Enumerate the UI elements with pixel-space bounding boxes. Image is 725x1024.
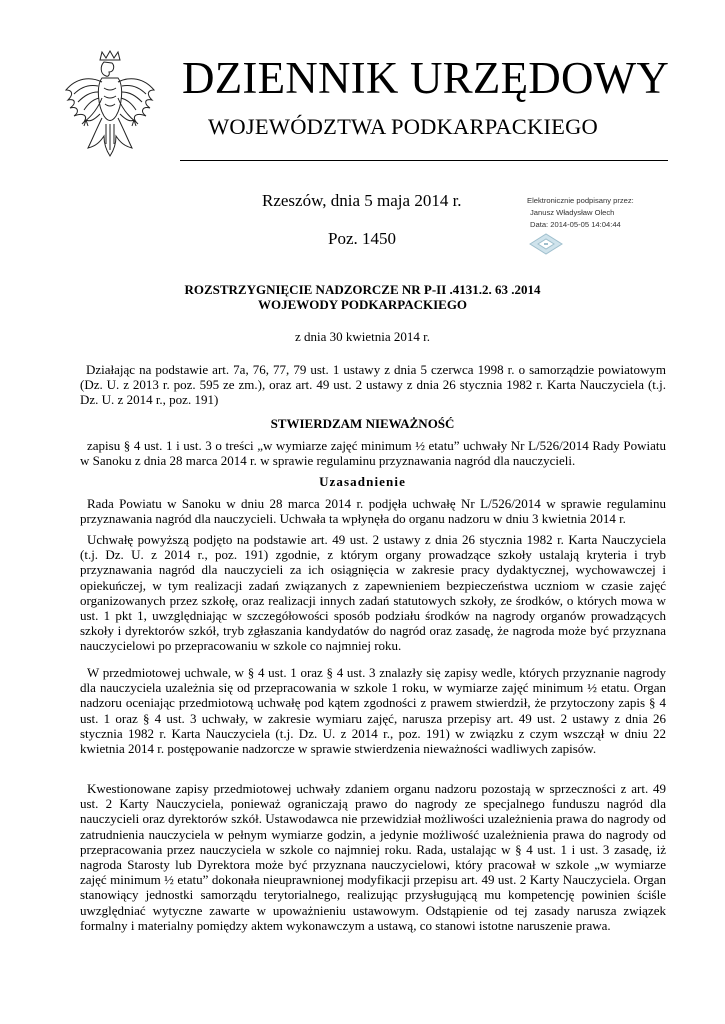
signer-name: Janusz Władysław Olech xyxy=(530,208,615,217)
decision-issuer: WOJEWODY PODKARPACKIEGO xyxy=(257,297,468,312)
paragraph-text: Uchwałę powyższą podjęto na podstawie art. 49 ust. 2 ustawy z dnia 26 stycznia 1982 r. Karta Nauczyciela (t.j. Dz. U. z 2014 r., poz. 191) zgodnie, z którym organy prowadzące szkoły ustalają kryteria i tryb przyznawania nagród dla nauczycieli za ich osiągnięcia w zakresie pracy dydaktycznej, wychowawczej i opiekuńczej, w tym realizacji zadań związanych z zapewnieniem bezpieczeństwa uczniom w czasie zajęć organizowanych przez szkołę, oraz realizacji innych zadań statutowych szkoły, ze środków, o których mowa w ust. 1 pkt 1, uwzględniając w szczegółowości sposób podziału środków na nagrody organów prowadzących szkoły i dyrektorów szkół, tryb zgłaszania kandydatów do nagród oraz zasadę, że nagroda może być przyznana nauczycielowi po przepracowaniu w szkole co najmniej roku. xyxy=(80,532,666,654)
annulled-provision-paragraph xyxy=(80,438,666,468)
electronic-signature-block xyxy=(527,195,634,231)
legal-basis-paragraph xyxy=(80,362,666,408)
signature-date: Data: 2014-05-05 14:04:44 xyxy=(530,220,621,229)
journal-title: DZIENNIK URZĘDOWY xyxy=(182,53,670,103)
justification-heading: Uzasadnienie xyxy=(319,474,406,489)
legal-basis-text: Działając na podstawie art. 7a, 76, 77, 79 ust. 1 ustawy z dnia 5 czerwca 1998 r. o samorządzie powiatowym (Dz. U. z 2013 r. poz. 595 ze zm.), oraz art. 49 ust. 2 ustawy z dnia 26 stycznia 1982 r. Karta Nauczyciela (t.j. Dz. U. z 2014 r., poz. 191) xyxy=(80,362,666,408)
decision-date: z dnia 30 kwietnia 2014 r. xyxy=(294,329,431,344)
justification-paragraph xyxy=(80,496,666,526)
polish-eagle-emblem-icon xyxy=(62,50,158,162)
position-number: Poz. 1450 xyxy=(328,229,396,248)
justification-paragraph xyxy=(80,665,666,756)
signature-seal-icon xyxy=(528,232,564,256)
justification-paragraph xyxy=(80,781,666,933)
signature-label: Elektronicznie podpisany przez: xyxy=(527,196,634,205)
paragraph-text: Rada Powiatu w Sanoku w dniu 28 marca 2014 r. podjęła uchwałę Nr L/526/2014 w sprawie regulaminu przyznawania nagród dla nauczycieli. Uchwała ta wpłynęła do organu nadzoru w dniu 3 kwietnia 2014 r. xyxy=(80,496,666,527)
decision-statement: STWIERDZAM NIEWAŻNOŚĆ xyxy=(270,416,455,431)
justification-paragraph xyxy=(80,532,666,654)
place-and-date: Rzeszów, dnia 5 maja 2014 r. xyxy=(262,191,462,210)
decision-heading: ROZSTRZYGNIĘCIE NADZORCZE NR P-II .4131.2. 63 .2014 xyxy=(184,282,541,297)
paragraph-text: Kwestionowane zapisy przedmiotowej uchwały zdaniem organu nadzoru pozostają w sprzeczności z art. 49 ust. 2 Karty Nauczyciela, ponieważ ograniczają prawo do nagrody ze specjalnego funduszu nagród dla nauczycieli oraz dyrektorów szkół. Ustawodawca nie przewidział możliwości uzależnienia prawa do nagrody od zatrudnienia nauczyciela w pełnym wymiarze godzin, a jedynie możliwość uzależnienia prawa do nagrody od przepracowania przez nauczyciela w szkole co najmniej roku. Rada, ustalając w § 4 ust. 1 i ust. 3 zasadę, iż nagroda Starosty lub Dyrektora może być przyznana nauczycielowi, który pracował w szkole „w wymiarze zajęć minimum ½ etatu” dokonała nieuprawnionej modyfikacji przepisu art. 49 ust. 2 Karty Nauczyciela. Organ stanowiący jednostki samorządu terytorialnego, realizując przysługującą mu kompetencję powinien ściśle uwzględniać wytyczne zawarte w upoważnieniu ustawowym. Odstąpienie od tej zasady narusza związek formalny i materialny pomiędzy aktem wykonawczym a ustawą, co stanowi istotne naruszenie prawa. xyxy=(80,781,666,933)
paragraph-text: W przedmiotowej uchwale, w § 4 ust. 1 oraz § 4 ust. 3 znalazły się zapisy wedle, których przyznanie nagrody dla nauczyciela uzależnia się od przepracowania w szkole 1 roku, w wymiarze zajęć minimum ½ etatu. Organ nadzoru oceniając przedmiotową uchwałę pod kątem zgodności z prawem stwierdził, że przytoczony zapis § 4 ust. 1 oraz § 4 ust. 3 uchwały, w zakresie wymiaru zajęć, narusza przepisy art. 49 ust. 2 ustawy z dnia 26 stycznia 1982 r. Karta Nauczyciela (t.j. Dz. U. z 2014 r., poz. 191) w związku z czym wszczął w dniu 22 kwietnia 2014 r. postępowanie nadzorcze w sprawie stwierdzenia nieważności wadliwych zapisów. xyxy=(80,665,666,757)
header-divider xyxy=(180,160,668,161)
annulled-provision-text: zapisu § 4 ust. 1 i ust. 3 o treści „w wymiarze zajęć minimum ½ etatu” uchwały Nr L/526/2014 Rady Powiatu w Sanoku z dnia 28 marca 2014 r. w sprawie regulaminu przyznawania nagród dla nauczycieli. xyxy=(80,438,666,469)
journal-subtitle: WOJEWÓDZTWA PODKARPACKIEGO xyxy=(208,114,598,139)
